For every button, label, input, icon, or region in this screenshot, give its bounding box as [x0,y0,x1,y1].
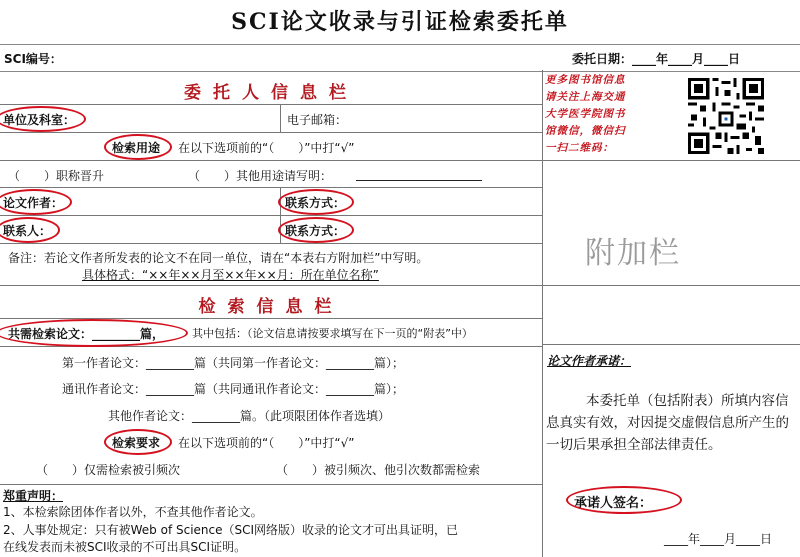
sci-number-label: SCI编号： [4,52,62,66]
option-promotion[interactable]: （ ）职称晋升 [8,169,105,183]
entrust-date: 委托日期：____年____月____日 [572,52,741,66]
statement-title: 郑重声明： [3,489,64,503]
note-format-line: 具体格式：“××年××月至××年××月：所在单位名称” [82,268,379,282]
divider [542,160,800,161]
highlight-oval [278,217,354,243]
note-line: 备注：若论文作者所发表的论文不在同一单位，请在“本表右方附加栏”中写明。 [8,251,429,265]
divider [0,285,800,286]
fill-line [356,180,482,181]
highlight-oval [0,189,72,215]
requirement-label: 检索要求 [112,436,161,450]
purpose-label: 检索用途 [112,141,161,155]
cell-divider [280,104,281,132]
search-section-title: 检索信息栏 [198,297,344,317]
contact-label: 联系方式： [285,196,346,210]
purpose-instruction: 在以下选项前的“（ ）”中打“√” [178,141,355,155]
including-note: 其中包括：（论文信息请按要求填写在下一页的“附表”中） [192,327,473,340]
promo-line: 请关注上海交通 [545,91,626,103]
corresponding-author-count: 通讯作者论文：________篇（共同通讯作者论文：________篇）； [62,382,405,396]
id-row [0,44,800,72]
requirement-instruction: 在以下选项前的“（ ）”中打“√” [178,436,355,450]
qr-code-icon [688,78,764,154]
divider [0,187,542,188]
promo-line: 一扫二维码： [545,142,614,154]
first-author-count: 第一作者论文：________篇（共同第一作者论文：________篇）； [62,356,405,370]
promise-title: 论文作者承诺： [547,354,632,368]
promo-line: 更多图书馆信息 [545,74,626,86]
author-label: 论文作者： [3,196,64,210]
contact-person-label: 联系人： [3,224,52,238]
form-title: SCI论文收录与引证检索委托单 [231,9,569,35]
divider [0,215,542,216]
highlight-oval [566,486,682,514]
total-papers: 共需检索论文：________篇， [8,327,165,341]
promo-line: 大学医学院图书 [545,108,626,120]
statement-item: 在线发表而未被SCI收录的不可出具SCI证明。 [3,540,247,554]
statement-item: 1、本检索除团体作者以外，不查其他作者论文。 [3,505,263,519]
highlight-oval [0,217,60,243]
highlight-oval [0,319,188,347]
highlight-oval [278,189,354,215]
email-label: 电子邮箱： [287,113,348,127]
unit-label: 单位及科室： [3,113,76,127]
divider [0,484,542,485]
highlight-oval [0,106,86,132]
signature-label: 承诺人签名： [574,496,653,511]
statement-item: 2、人事处规定：只有被Web of Science（SCI网络版）收录的论文才可出具证明，已 [3,523,459,537]
wechat-promo [545,72,653,157]
client-section-title: 委托人信息栏 [184,83,358,103]
column-divider [542,70,543,557]
divider [0,160,542,161]
option-other[interactable]: （ ）其他用途请写明： [188,169,333,183]
promo-line: 馆微信，微信扫 [545,125,626,137]
appendix-label: 附加栏 [585,236,681,271]
highlight-oval [104,429,172,455]
divider [0,132,542,133]
signature-date: ____年____月____日 [664,532,773,546]
option-cited-only[interactable]: （ ）仅需检索被引频次 [36,463,181,477]
divider [542,344,800,345]
divider [0,104,542,105]
option-cited-detail[interactable]: （ ）被引频次、他引次数都需检索 [276,463,481,477]
promise-text: 本委托单（包括附表）所填内容信息真实有效，对因提交虚假信息所产生的一切后果承担全部法律责任。 [546,393,789,453]
divider [0,243,542,244]
contact-label: 联系方式： [285,224,346,238]
highlight-oval [104,134,172,160]
other-author-count: 其他作者论文：________篇。（此项限团体作者选填） [108,409,391,423]
